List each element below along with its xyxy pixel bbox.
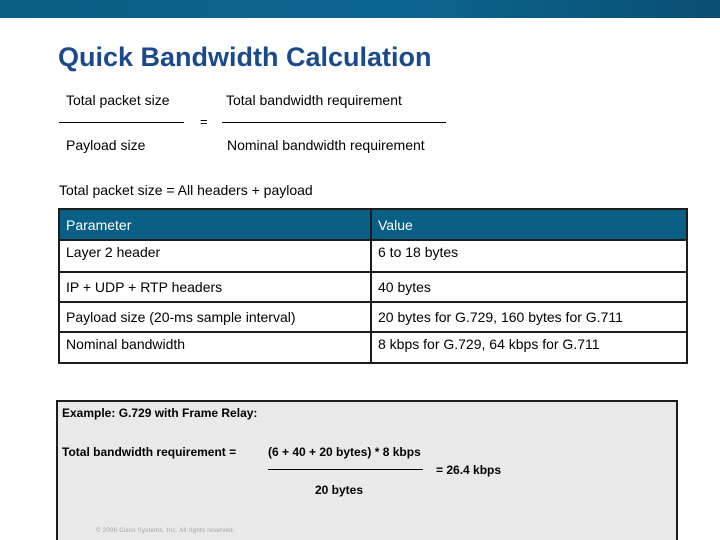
- left-denominator: Payload size: [66, 137, 146, 153]
- table-row: [59, 332, 687, 363]
- example-fraction-bar: [268, 469, 423, 470]
- table-header-row: [59, 209, 687, 240]
- right-fraction-bar: [222, 122, 446, 123]
- table-row: [59, 240, 687, 272]
- value-cell: 20 bytes for G.729, 160 bytes for G.711: [371, 302, 687, 332]
- value-cell: 8 kbps for G.729, 64 kbps for G.711: [371, 332, 687, 363]
- right-numerator: Total bandwidth requirement: [226, 92, 402, 108]
- copyright-notice: © 2006 Cisco Systems, Inc. All rights reserved.: [96, 528, 235, 534]
- right-denominator: Nominal bandwidth requirement: [227, 137, 425, 153]
- parameter-cell: IP + UDP + RTP headers: [59, 272, 371, 302]
- equals-sign: =: [200, 114, 208, 129]
- table-row: [59, 302, 687, 332]
- example-label: Total bandwidth requirement =: [62, 445, 237, 459]
- value-cell: 40 bytes: [371, 272, 687, 302]
- slide-title: Quick Bandwidth Calculation: [58, 42, 432, 72]
- table-row: [59, 272, 687, 302]
- parameter-cell: Payload size (20-ms sample interval): [59, 302, 371, 332]
- example-box: [56, 400, 678, 540]
- example-heading: Example: G.729 with Frame Relay:: [62, 406, 258, 420]
- value-cell: 6 to 18 bytes: [371, 240, 687, 272]
- parameters-table: [58, 208, 688, 364]
- parameter-cell: Nominal bandwidth: [59, 332, 371, 363]
- left-fraction-bar: [59, 122, 184, 123]
- parameter-cell: Layer 2 header: [59, 240, 371, 272]
- example-result: = 26.4 kbps: [436, 463, 502, 477]
- example-numerator: (6 + 40 + 20 bytes) * 8 kbps: [268, 445, 421, 459]
- header-parameter: Parameter: [59, 209, 371, 240]
- left-numerator: Total packet size: [66, 92, 170, 108]
- header-value: Value: [371, 209, 687, 240]
- top-banner: [0, 0, 720, 18]
- packet-size-formula: Total packet size = All headers + payload: [59, 182, 313, 198]
- example-denominator: 20 bytes: [315, 483, 364, 497]
